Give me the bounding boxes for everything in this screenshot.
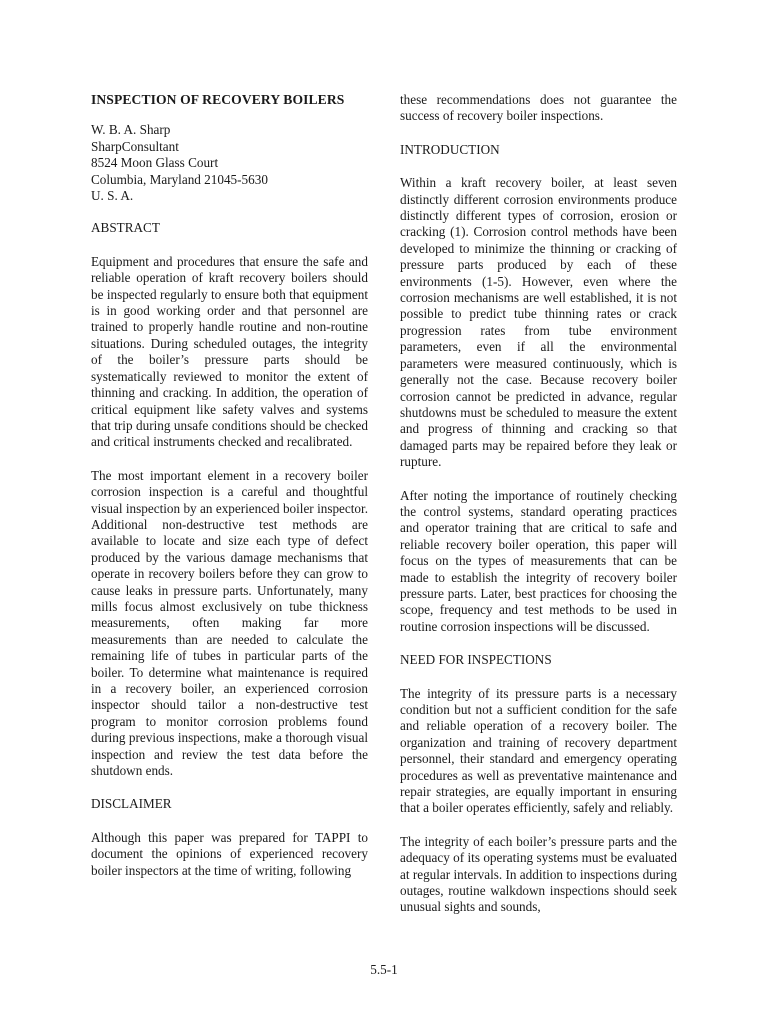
disclaimer-paragraph-end: these recommendations does not guarantee the success of recovery boiler inspections. <box>400 92 677 124</box>
author-street: 8524 Moon Glass Court <box>91 155 219 171</box>
need-heading: NEED FOR INSPECTIONS <box>400 652 552 668</box>
paper-title: INSPECTION OF RECOVERY BOILERS <box>91 92 345 107</box>
disclaimer-heading: DISCLAIMER <box>91 796 172 812</box>
left-column <box>91 92 368 896</box>
abstract-heading: ABSTRACT <box>91 220 160 236</box>
introduction-paragraph-2: After noting the importance of routinely checking the control systems, standard operating practices and operator training that are critical to safe and reliable recovery boiler operation, this paper will focus on the types of measurements that can be made to establish the integrity of recovery boiler pressure parts. Later, best practices for choosing the scope, frequency and test methods to be used in routine corrosion inspections will be discussed. <box>400 487 677 634</box>
introduction-paragraph-1: Within a kraft recovery boiler, at least seven distinctly different corrosion environments produce distinctly different types of corrosion, erosion or cracking (1). Corrosion control methods have been developed to minimize the thinning or cracking of pressure parts produced by each of these environments (1-5). However, even where the corrosion mechanisms are well established, it is not possible to predict tube thinning rates or crack progression rates from tube environment parameters, even if all the environmental parameters were measured continuously, which is generally not the case. Because recovery boiler corrosion cannot be predicted in advance, regular shutdowns must be scheduled to measure the extent and progress of thinning and cracking so that damaged parts may be repaired before they leak or rupture. <box>400 175 677 470</box>
right-column <box>400 92 677 933</box>
author-block <box>91 122 368 204</box>
author-org: SharpConsultant <box>91 138 179 154</box>
abstract-paragraph-2: The most important element in a recovery boiler corrosion inspection is a careful and thoughtful visual inspection by an experienced boiler inspector. Additional non-destructive test methods are available to locate and size each type of defect produced by the various damage mechanisms that operate in recovery boilers before they can grow to cause leaks in pressure parts. Unfortunately, many mills focus almost exclusively on tube thickness measurements, often making far more measurements than are needed to calculate the remaining life of tubes in particular parts of the boiler. To determine what maintenance is required in a recovery boiler, an experienced corrosion inspector should tailor a non-destructive test program to monitor corrosion problems found during previous inspections, make a thorough visual inspection and review the test data before the shutdown ends. <box>91 467 368 779</box>
abstract-paragraph-1: Equipment and procedures that ensure the safe and reliable operation of kraft recovery boilers should be inspected regularly to ensure both that equipment is in good working order and that personnel are trained to properly handle routine and non-routine situations. During scheduled outages, the integrity of the boiler’s pressure parts should be systematically reviewed to monitor the extent of thinning and cracking. In addition, the operation of critical equipment like safety valves and systems that trip during unsafe conditions should be checked and critical instruments checked and recalibrated. <box>91 253 368 450</box>
author-city: Columbia, Maryland 21045-5630 <box>91 171 268 187</box>
introduction-heading: INTRODUCTION <box>400 141 500 157</box>
need-paragraph-1: The integrity of its pressure parts is a necessary condition but not a sufficient condition for the safe and reliable operation of a recovery boiler. The organization and training of recovery department personnel, their standard and emergency operating procedures as well as preventative maintenance and repair strategies, are equally important in ensuring that a boiler operates efficiently, safely and reliably. <box>400 685 677 816</box>
need-paragraph-2: The integrity of each boiler’s pressure parts and the adequacy of its operating systems must be evaluated at regular intervals. In addition to inspections during outages, routine walkdown inspections should seek unusual sights and sounds, <box>400 833 677 915</box>
author-name: W. B. A. Sharp <box>91 122 171 138</box>
disclaimer-paragraph-start: Although this paper was prepared for TAPPI to document the opinions of experienced recovery boiler inspectors at the time of writing, following <box>91 829 368 878</box>
page-number: 5.5-1 <box>370 962 398 977</box>
author-country: U. S. A. <box>91 188 134 204</box>
